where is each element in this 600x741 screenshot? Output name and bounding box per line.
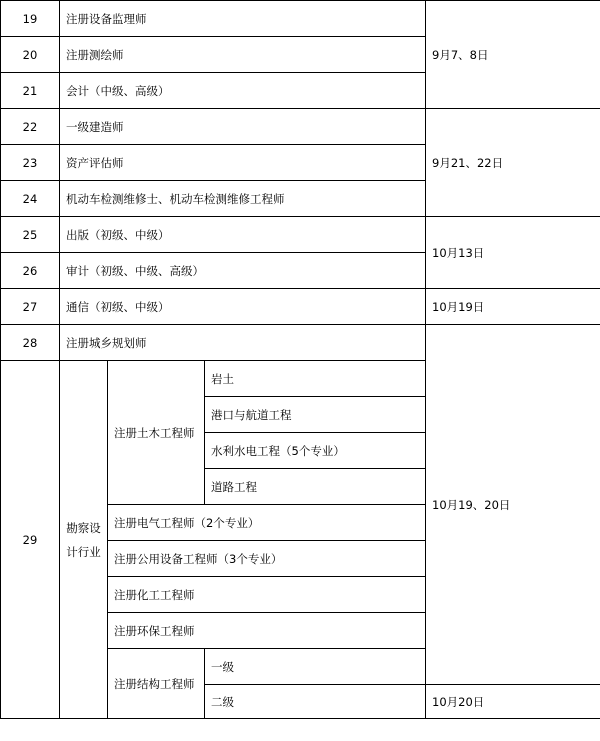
exam-name: 注册化工工程师 — [108, 577, 426, 613]
exam-name: 资产评估师 — [60, 145, 426, 181]
exam-date: 9月7、8日 — [426, 1, 600, 109]
exam-name: 注册电气工程师（2个专业） — [108, 505, 426, 541]
sub-specialty: 道路工程 — [205, 469, 426, 505]
row-number: 25 — [1, 217, 60, 253]
table-row — [1, 1, 600, 37]
row-number: 21 — [1, 73, 60, 109]
row-number: 19 — [1, 1, 60, 37]
row-number: 20 — [1, 37, 60, 73]
exam-name: 注册测绘师 — [60, 37, 426, 73]
row-number: 22 — [1, 109, 60, 145]
exam-date: 10月13日 — [426, 217, 600, 289]
sub-specialty: 港口与航道工程 — [205, 397, 426, 433]
row-number: 28 — [1, 325, 60, 361]
exam-name: 注册城乡规划师 — [60, 325, 426, 361]
exam-name: 审计（初级、中级、高级） — [60, 253, 426, 289]
industry-label — [60, 361, 108, 719]
row-number: 29 — [1, 361, 60, 719]
exam-name: 一级建造师 — [60, 109, 426, 145]
exam-name: 注册设备监理师 — [60, 1, 426, 37]
row-number: 27 — [1, 289, 60, 325]
sub-specialty: 二级 — [205, 685, 426, 719]
table-row — [1, 289, 600, 325]
sub-specialty: 岩土 — [205, 361, 426, 397]
exam-date: 9月21、22日 — [426, 109, 600, 217]
sub-specialty: 水利水电工程（5个专业） — [205, 433, 426, 469]
table-row — [1, 217, 600, 253]
exam-name: 注册环保工程师 — [108, 613, 426, 649]
table-row — [1, 325, 600, 361]
exam-name: 会计（中级、高级） — [60, 73, 426, 109]
sub-specialty: 一级 — [205, 649, 426, 685]
industry-label-line: 计行业 — [66, 544, 101, 559]
exam-name: 机动车检测维修士、机动车检测维修工程师 — [60, 181, 426, 217]
row-number: 26 — [1, 253, 60, 289]
industry-label-line: 勘察设 — [66, 520, 101, 535]
exam-name: 注册结构工程师 — [108, 649, 205, 719]
table-row — [1, 109, 600, 145]
exam-date: 10月19日 — [426, 289, 600, 325]
exam-date: 10月19、20日 — [426, 325, 600, 685]
exam-name: 出版（初级、中级） — [60, 217, 426, 253]
row-number: 24 — [1, 181, 60, 217]
row-number: 23 — [1, 145, 60, 181]
exam-name: 通信（初级、中级） — [60, 289, 426, 325]
exam-name: 注册土木工程师 — [108, 361, 205, 505]
exam-name: 注册公用设备工程师（3个专业） — [108, 541, 426, 577]
exam-date: 10月20日 — [426, 685, 600, 719]
